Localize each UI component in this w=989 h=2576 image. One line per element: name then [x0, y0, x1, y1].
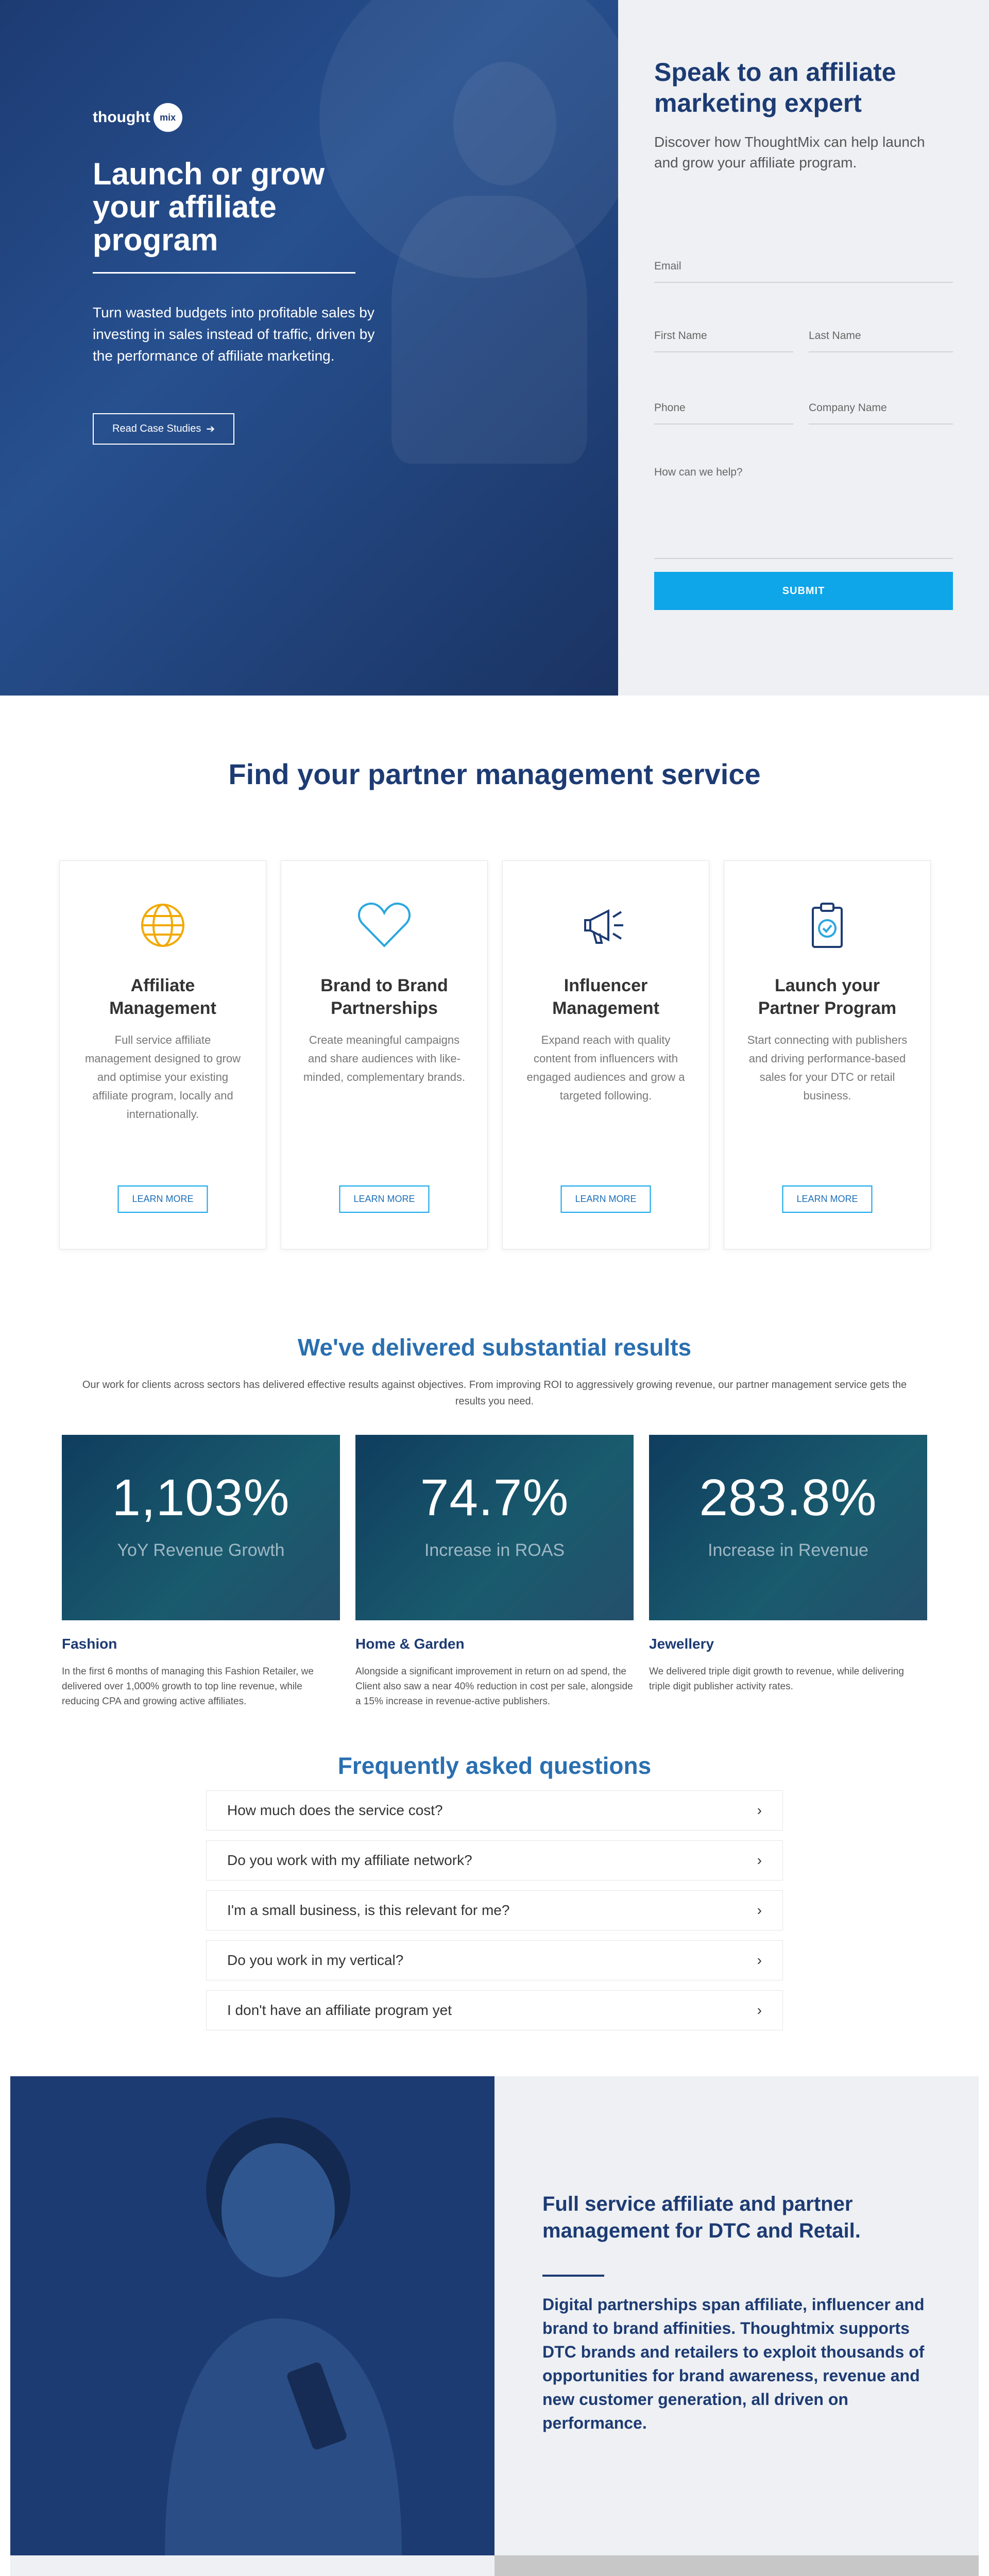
email-field[interactable]: Email	[654, 260, 953, 283]
dtc-image	[10, 2076, 494, 2555]
learn-more-button[interactable]: LEARN MORE	[782, 1185, 872, 1213]
clipboard-icon	[799, 897, 856, 954]
dtc-title: Full service affiliate and partner management for DTC and Retail.	[542, 2193, 861, 2242]
stat-card-jewellery	[649, 1435, 927, 1620]
stat-text: Alongside a significant improvement in return on ad spend, the Client also saw a near 40% reduction in cost per sale, alongside a 15% increase in revenue-active publishers.	[355, 1666, 633, 1707]
service-card-brand	[281, 860, 488, 1249]
arrow-right-icon: ➔	[206, 423, 215, 435]
hero-divider	[93, 272, 355, 274]
learn-more-button[interactable]: LEARN MORE	[560, 1185, 651, 1213]
card-title: Brand to Brand Partnerships	[320, 976, 448, 1018]
card-title: Influencer Management	[552, 976, 659, 1018]
logo-badge: mix	[154, 103, 182, 132]
faq-question: I'm a small business, is this relevant for me?	[227, 1902, 510, 1918]
stat-value: 74.7%	[420, 1469, 569, 1527]
stat-card-fashion	[62, 1435, 340, 1620]
card-text: Create meaningful campaigns and share audiences with like-minded, complementary brands.	[303, 1033, 466, 1083]
help-textarea[interactable]: How can we help?	[654, 466, 953, 559]
faq-item[interactable]	[206, 1890, 783, 1930]
dtc-divider	[542, 2275, 604, 2277]
faq-item[interactable]	[206, 1940, 783, 1980]
last-name-field[interactable]: Last Name	[809, 330, 953, 352]
chevron-right-icon: ›	[757, 1902, 762, 1918]
faq-question: I don't have an affiliate program yet	[227, 2002, 452, 2018]
hero-contact-form	[618, 0, 989, 696]
stat-text: In the first 6 months of managing this Fashion Retailer, we delivered over 1,000% growth to top line revenue, while reducing CPA and growing active affiliates.	[62, 1666, 314, 1707]
phone-field[interactable]: Phone	[654, 402, 793, 425]
chevron-right-icon: ›	[757, 1952, 762, 1968]
chevron-right-icon: ›	[757, 1852, 762, 1868]
card-title: Affiliate Management	[109, 976, 216, 1018]
company-name-field[interactable]: Company Name	[809, 402, 953, 425]
results-subtitle: Our work for clients across sectors has delivered effective results against objectives. From improving ROI to aggressively growing revenue, our partner management service gets the results you need.	[82, 1379, 907, 1407]
heart-icon	[356, 897, 413, 954]
stat-label: YoY Revenue Growth	[117, 1540, 285, 1560]
stat-value: 283.8%	[699, 1469, 877, 1527]
faq-question: How much does the service cost?	[227, 1802, 443, 1818]
read-case-studies-button[interactable]	[93, 413, 234, 445]
megaphone-icon	[577, 897, 634, 954]
services-section	[0, 860, 989, 1252]
stat-value: 1,103%	[112, 1469, 290, 1527]
card-text: Start connecting with publishers and driving performance-based sales for your DTC or retail business.	[747, 1033, 908, 1102]
dtc-text: Digital partnerships span affiliate, influencer and brand to brand affinities. Thoughtmix supports DTC brands and retailers to exploit thousands of opportunities for brand awareness, revenue and new customer generation, all driven on performance.	[542, 2295, 925, 2432]
stat-label: Increase in Revenue	[708, 1540, 868, 1560]
stat-text: We delivered triple digit growth to revenue, while delivering triple digit publisher activity rates.	[649, 1666, 904, 1692]
stat-card-home-garden	[355, 1435, 634, 1620]
service-card-influencer	[502, 860, 709, 1249]
clients-section	[494, 2555, 979, 2576]
card-text: Expand reach with quality content from influencers with engaged audiences and grow a targeted following.	[526, 1033, 685, 1102]
faq-item[interactable]	[206, 1840, 783, 1880]
learn-more-button[interactable]: LEARN MORE	[339, 1185, 429, 1213]
first-name-field[interactable]: First Name	[654, 330, 793, 352]
service-card-affiliate	[59, 860, 266, 1249]
faq-item[interactable]	[206, 1790, 783, 1831]
stat-title: Home & Garden	[355, 1636, 465, 1652]
logo[interactable]	[93, 103, 381, 132]
faq-item[interactable]	[206, 1990, 783, 2030]
service-card-launch	[724, 860, 931, 1249]
card-text: Full service affiliate management designed to grow and optimise your existing affiliate program, locally and internationally.	[84, 1033, 241, 1121]
form-subtitle: Discover how ThoughtMix can help launch and grow your affiliate program.	[654, 134, 925, 171]
stat-title: Fashion	[62, 1636, 117, 1652]
learn-more-button[interactable]: LEARN MORE	[117, 1185, 208, 1213]
logo-text: thought	[93, 109, 150, 126]
faq-question: Do you work with my affiliate network?	[227, 1852, 472, 1868]
read-case-studies-label: Read Case Studies	[112, 423, 201, 434]
hero-content	[93, 103, 381, 445]
form-title: Speak to an affiliate marketing expert	[654, 58, 896, 117]
stat-title: Jewellery	[649, 1636, 714, 1652]
chevron-right-icon: ›	[757, 2002, 762, 2018]
spend-content	[10, 2555, 494, 2576]
hero-section	[0, 0, 989, 696]
faq-question: Do you work in my vertical?	[227, 1952, 404, 1968]
hero-text: Turn wasted budgets into profitable sales by investing in sales instead of traffic, driven by the performance of affiliate marketing.	[93, 304, 375, 364]
dtc-content	[494, 2076, 979, 2555]
globe-icon	[134, 897, 191, 954]
faq-title: Frequently asked questions	[337, 1752, 652, 1779]
submit-button[interactable]: SUBMIT	[654, 572, 953, 610]
chevron-right-icon: ›	[757, 1802, 762, 1818]
stat-label: Increase in ROAS	[424, 1540, 565, 1560]
hero-title: Launch or grow your affiliate program	[93, 157, 325, 257]
card-title: Launch your Partner Program	[758, 976, 897, 1018]
results-title: We've delivered substantial results	[297, 1334, 692, 1361]
services-title: Find your partner management service	[228, 758, 761, 790]
